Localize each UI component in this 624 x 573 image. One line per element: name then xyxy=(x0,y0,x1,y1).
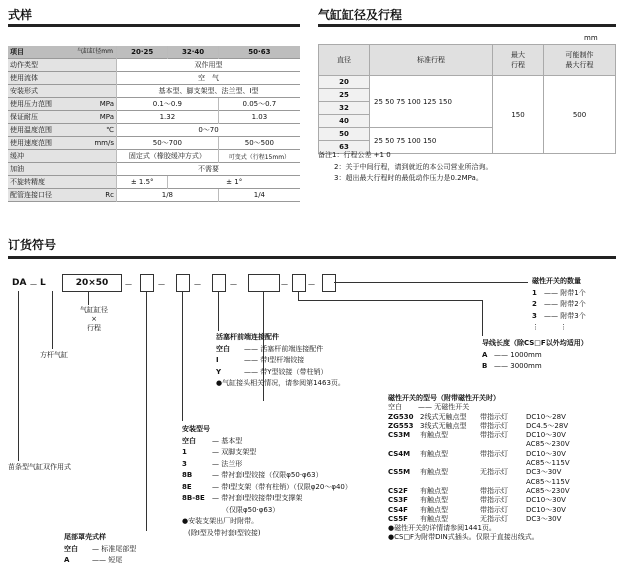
leader-line xyxy=(52,291,53,349)
switch-lamp: 带指示灯 xyxy=(480,505,508,514)
switch-kind: 有触点型 xyxy=(420,514,448,523)
spec-row xyxy=(8,85,300,98)
spec-col-1: 20·25 xyxy=(117,46,168,59)
spec-unit: MPa xyxy=(76,111,117,124)
leader-line xyxy=(298,300,482,301)
max-stroke: 150 xyxy=(493,76,544,154)
spec-header-item: 项目 xyxy=(10,48,24,56)
bore-value: 40 xyxy=(319,115,370,128)
rod-end-title: 活塞杆前端连接配件 xyxy=(216,333,279,341)
spec-rule xyxy=(8,24,300,27)
bore-stroke-label xyxy=(80,306,108,333)
bore-value: 50 xyxy=(319,128,370,141)
mount-item: 8B-8E — 带衬套I型铰接带I型支撑架 xyxy=(182,494,303,502)
spec-label: 使用压力范围 xyxy=(8,98,76,111)
spec-value: ± 1.5° xyxy=(117,176,168,189)
spec-label: 动作类型 xyxy=(8,59,117,72)
note-3: 3：超出最大行程时的最低动作压力是0.2MPa。 xyxy=(334,174,483,182)
leader-line xyxy=(218,291,219,331)
spec-row xyxy=(8,163,300,176)
mount-item: 8B — 带衬套I型铰接（仅限φ50·φ63） xyxy=(182,471,323,479)
switch-kind: 有触点型 xyxy=(420,431,448,440)
switch-row xyxy=(388,468,586,477)
spec-col-2: 32·40 xyxy=(168,46,218,59)
switch-lamp: 无指示灯 xyxy=(480,514,508,523)
lead-item: B —— 3000mm xyxy=(482,362,542,370)
switch-code xyxy=(388,478,420,487)
spec-row xyxy=(8,59,300,72)
switch-kind: 有触点型 xyxy=(420,505,448,514)
switch-code xyxy=(388,459,420,468)
bore-value: 25 xyxy=(319,89,370,102)
switch-voltage: DC3～30V xyxy=(526,514,562,523)
switch-code: CS2F xyxy=(388,486,408,495)
bar-type-label: 苗条型气缸双作用式 xyxy=(8,463,71,471)
spec-label: 使用流体 xyxy=(8,72,117,85)
switch-lamp: 带指示灯 xyxy=(480,449,508,458)
spec-value: 空 气 xyxy=(117,72,301,85)
bore-header-stroke: 标准行程 xyxy=(370,45,493,76)
switch-qty-item: 3 —— 附带3个 xyxy=(532,311,586,320)
switch-voltage: DC4.5～28V xyxy=(526,421,569,430)
switch-code: CS4M xyxy=(388,449,411,458)
mount-block xyxy=(182,424,352,539)
code-dash: — xyxy=(281,280,288,288)
switch-lamp: 无指示灯 xyxy=(480,468,508,477)
leader-line xyxy=(182,291,183,421)
code-dash: — xyxy=(30,280,37,288)
spec-label: 配管连接口径 xyxy=(8,189,76,202)
code-box-mount xyxy=(176,274,190,292)
makeable-stroke: 500 xyxy=(544,76,616,154)
switch-lamp xyxy=(480,440,526,449)
switch-lamp xyxy=(480,459,526,468)
spec-value: 1.32 xyxy=(117,111,219,124)
times-label: × xyxy=(91,315,97,323)
spec-row xyxy=(8,137,300,150)
rod-end-item: I —— 带I型杆端铰接 xyxy=(216,356,305,364)
switch-kind xyxy=(420,459,480,468)
spec-value: 0.05～0.7 xyxy=(218,98,300,111)
switch-qty-block xyxy=(532,276,586,334)
spec-unit: MPa xyxy=(76,98,117,111)
spec-value: 1.03 xyxy=(218,111,300,124)
bore-header-diameter: 直径 xyxy=(319,45,370,76)
tail-item: A —— 短尾 xyxy=(64,556,123,564)
switch-code: ZG553 xyxy=(388,421,414,430)
leader-line xyxy=(18,291,19,461)
bore-header-max: 最大 行程 xyxy=(493,45,544,76)
switch-lamp: 带指示灯 xyxy=(480,486,508,495)
leader-line xyxy=(334,282,528,283)
switch-blank: 空白 —— 无磁性开关 xyxy=(388,403,470,412)
switch-qty-title: 磁性开关的数量 xyxy=(532,277,581,285)
bore-header-makeable: 可能制作 最大行程 xyxy=(544,45,616,76)
order-title: 订货符号 xyxy=(8,238,57,252)
rod-end-item: Y —— 带Y型铰接（带柱销） xyxy=(216,367,328,376)
bore-value: 20 xyxy=(319,76,370,89)
spec-value: 50～500 xyxy=(218,137,300,150)
spec-row xyxy=(8,150,300,163)
switch-note-2: ●CS□F为附带DIN式插头。仅限于直接出线式。 xyxy=(388,533,539,542)
spec-unit: mm/s xyxy=(76,137,117,150)
mount-note: ●安装支架出厂时附带。 xyxy=(182,517,259,525)
spec-label: 保证耐压 xyxy=(8,111,76,124)
switch-kind: 有触点型 xyxy=(420,486,448,495)
tail-title: 尾部罩壳式样 xyxy=(64,533,106,541)
switch-kind xyxy=(420,478,480,487)
code-dash: — xyxy=(125,280,132,288)
spec-value: 0.1～0.9 xyxy=(117,98,219,111)
switch-qty-item: 2 —— 附带2个 xyxy=(532,300,586,308)
switch-row xyxy=(388,422,586,431)
mount-item: 8E — 带I型支架（带有柱销）（仅限φ20～φ40） xyxy=(182,482,352,491)
spec-value: ± 1° xyxy=(168,176,300,189)
spec-unit: ℃ xyxy=(76,124,117,137)
spec-label: 加油 xyxy=(8,163,117,176)
switch-voltage: DC10～30V xyxy=(526,505,566,514)
switch-lamp: 带指示灯 xyxy=(480,412,508,421)
spec-row xyxy=(8,111,300,124)
switch-kind: 3线式无触点型 xyxy=(420,421,467,430)
switch-lamp: 带指示灯 xyxy=(480,496,508,505)
switch-kind: 有触点型 xyxy=(420,496,448,505)
spec-row xyxy=(8,124,300,137)
switch-voltage: AC85～115V xyxy=(526,459,570,468)
code-box-tail xyxy=(140,274,154,292)
code-type: L xyxy=(40,278,46,288)
switch-row xyxy=(388,431,586,440)
switch-kind xyxy=(420,440,480,449)
spec-value: 1/8 xyxy=(117,189,219,202)
spec-label: 安装形式 xyxy=(8,85,117,98)
switch-voltage: DC10～28V xyxy=(526,412,566,421)
switch-kind: 2线式无触点型 xyxy=(420,412,467,421)
spec-title: 式样 xyxy=(8,8,33,22)
switch-row xyxy=(388,496,586,505)
switch-row xyxy=(388,440,586,449)
spec-value: 固定式（橡胶缓冲方式） xyxy=(117,150,219,163)
bore-table xyxy=(318,44,616,154)
spec-table xyxy=(8,46,300,202)
mount-item: 1 — 双脚支架型 xyxy=(182,448,257,456)
spec-value: 1/4 xyxy=(218,189,300,202)
spec-header-row xyxy=(8,46,300,59)
switch-row xyxy=(388,506,586,515)
switch-row xyxy=(388,413,586,422)
lead-item: A —— 1000mm xyxy=(482,350,542,359)
switch-lamp xyxy=(480,478,526,487)
switch-voltage: DC10～30V xyxy=(526,449,566,458)
stroke-label: 行程 xyxy=(87,324,101,332)
switch-voltage: AC85～230V xyxy=(526,486,570,495)
code-dash: — xyxy=(308,280,315,288)
switch-code: ZG530 xyxy=(388,412,414,421)
switch-qty-item: 1 —— 附带1个 xyxy=(532,288,586,297)
rod-end-item: 空白 —— 活塞杆前端连接配件 xyxy=(216,344,324,353)
switch-row xyxy=(388,450,586,459)
spec-value: 可变式（行程15mm） xyxy=(218,150,300,163)
switch-row xyxy=(388,478,586,487)
bore-rule xyxy=(318,24,616,27)
spec-value: 双作用型 xyxy=(117,59,301,72)
switch-block xyxy=(388,394,586,543)
square-label: 方杆气缸 xyxy=(40,351,68,359)
spec-row xyxy=(8,98,300,111)
switch-code: CS3M xyxy=(388,431,411,440)
spec-value: 50～700 xyxy=(117,137,219,150)
code-box-lead xyxy=(292,274,306,292)
note-1: 备注1：行程公差 +1 0 xyxy=(318,151,391,159)
switch-voltage: AC85～230V xyxy=(526,440,570,449)
spec-label: 不旋转精度 xyxy=(8,176,117,189)
switch-code: CS3F xyxy=(388,496,408,505)
code-box-switch xyxy=(248,274,280,292)
switch-kind: 有触点型 xyxy=(420,449,448,458)
bore-title: 气缸缸径及行程 xyxy=(318,8,403,22)
spec-header-bore: 气缸缸径mm xyxy=(77,48,113,55)
lead-block xyxy=(482,338,588,373)
spec-row xyxy=(8,72,300,85)
code-box-rod-end xyxy=(212,274,226,292)
switch-row xyxy=(388,487,586,496)
leader-line xyxy=(482,300,483,336)
code-dash: — xyxy=(194,280,201,288)
spec-label: 缓冲 xyxy=(8,150,117,163)
rod-end-note: ●气缸接头相关情况，请参阅第1463页。 xyxy=(216,379,345,387)
code-dash: — xyxy=(230,280,237,288)
spec-value: 0～70 xyxy=(117,124,301,137)
spec-row xyxy=(8,176,300,189)
leader-line xyxy=(146,291,147,531)
switch-lamp: 带指示灯 xyxy=(480,421,508,430)
mount-title: 安装型号 xyxy=(182,425,210,433)
tail-block xyxy=(64,532,136,567)
order-rule xyxy=(8,256,616,259)
switch-voltage: DC10～30V xyxy=(526,496,566,505)
mount-item: 3 — 法兰形 xyxy=(182,459,243,468)
mount-note-2: (除I型及带衬套I型铰接) xyxy=(188,528,261,537)
spec-unit: Rc xyxy=(76,189,117,202)
code-series: DA xyxy=(12,278,27,288)
switch-code: CS4F xyxy=(388,505,408,514)
note-2: 2：关于中间行程，请到就近的本公司营业所洽询。 xyxy=(334,162,493,171)
code-box-qty xyxy=(322,274,336,292)
lead-title: 导线长度（除CS□F以外均适用） xyxy=(482,339,588,347)
code-size-box: 20×50 xyxy=(62,274,122,292)
switch-qty-item: ⋮ ⋮ xyxy=(532,323,568,331)
spec-row xyxy=(8,189,300,202)
spec-label: 使用速度范围 xyxy=(8,137,76,150)
switch-title: 磁性开关的型号（附带磁性开关时） xyxy=(388,394,500,402)
switch-row xyxy=(388,515,586,524)
switch-row xyxy=(388,459,586,468)
mount-extra: （仅限φ50·φ63） xyxy=(222,505,280,514)
switch-table xyxy=(388,413,586,525)
bore-unit: mm xyxy=(584,34,598,42)
spec-value: 基本型、脚支架型、法兰型、I型 xyxy=(117,85,301,98)
bore-value: 32 xyxy=(319,102,370,115)
switch-voltage: DC3～30V xyxy=(526,468,562,477)
tail-item: 空白 — 标准尾部型 xyxy=(64,544,137,553)
switch-kind: 有触点型 xyxy=(420,468,448,477)
switch-code: CS5F xyxy=(388,514,408,523)
bore-notes xyxy=(318,150,492,185)
switch-lamp: 带指示灯 xyxy=(480,431,508,440)
code-dash: — xyxy=(158,280,165,288)
bore-label: 气缸缸径 xyxy=(80,306,108,314)
switch-note-1: ●磁性开关的详情请参阅1441页。 xyxy=(388,524,496,533)
bore-value: 63 xyxy=(319,141,370,154)
leader-line xyxy=(88,291,89,305)
spec-label: 使用温度范围 xyxy=(8,124,76,137)
switch-code xyxy=(388,440,420,449)
switch-voltage: AC85～115V xyxy=(526,477,570,486)
mount-item: 空白 — 基本型 xyxy=(182,436,243,445)
stroke-list-b: 25 50 75 100 150 xyxy=(370,128,493,154)
switch-voltage: DC10～30V xyxy=(526,431,566,440)
spec-col-3: 50·63 xyxy=(218,46,300,59)
rod-end-block xyxy=(216,332,345,390)
spec-value: 不需要 xyxy=(117,163,301,176)
stroke-list-a: 25 50 75 100 125 150 xyxy=(370,76,493,128)
switch-code: CS5M xyxy=(388,468,411,477)
